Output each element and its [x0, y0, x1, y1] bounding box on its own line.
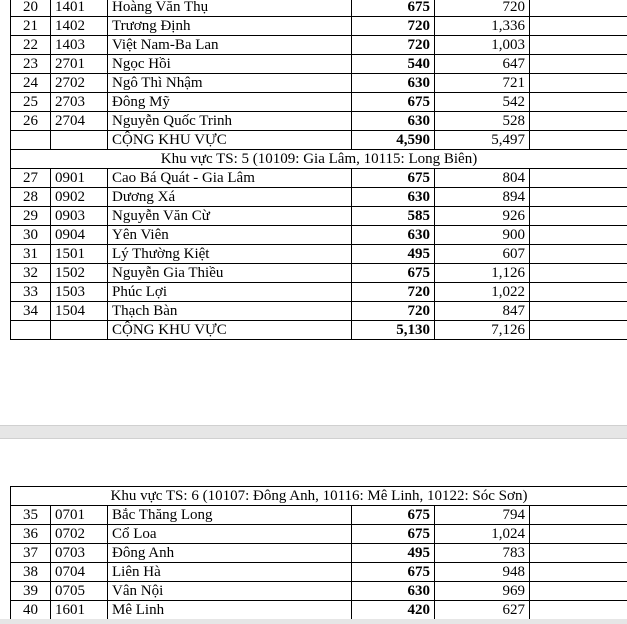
row-number: 22 — [11, 36, 51, 55]
total-registration: 7,126 — [435, 321, 530, 340]
total-quota: 5,130 — [352, 321, 435, 340]
registration-value: 900 — [435, 226, 530, 245]
school-name: Nguyễn Gia Thiều — [108, 264, 352, 283]
school-name: Cao Bá Quát - Gia Lâm — [108, 169, 352, 188]
school-code: 0702 — [51, 525, 108, 544]
empty-cell — [530, 321, 627, 340]
region-header: Khu vực TS: 5 (10109: Gia Lâm, 10115: Long Biên) — [11, 150, 627, 169]
school-code: 1601 — [51, 601, 108, 620]
registration-value: 607 — [435, 245, 530, 264]
quota-value: 720 — [352, 302, 435, 321]
quota-value: 675 — [352, 0, 435, 17]
empty-cell — [530, 131, 627, 150]
region-header: Khu vực TS: 6 (10107: Đông Anh, 10116: Mê Linh, 10122: Sóc Sơn) — [11, 487, 627, 506]
quota-value: 585 — [352, 207, 435, 226]
school-code: 2704 — [51, 112, 108, 131]
school-code: 1504 — [51, 302, 108, 321]
table-row — [11, 55, 627, 74]
empty-cell — [51, 321, 108, 340]
page-break-bottom — [0, 619, 627, 624]
registration-value: 1,126 — [435, 264, 530, 283]
row-number: 38 — [11, 563, 51, 582]
school-code: 0701 — [51, 506, 108, 525]
empty-cell — [530, 506, 627, 525]
table-row — [11, 582, 627, 601]
quota-value: 540 — [352, 55, 435, 74]
empty-cell — [530, 302, 627, 321]
empty-cell — [530, 601, 627, 620]
page-break — [0, 425, 627, 439]
row-number: 25 — [11, 93, 51, 112]
registration-value: 847 — [435, 302, 530, 321]
school-name: Việt Nam-Ba Lan — [108, 36, 352, 55]
school-name: Ngọc Hồi — [108, 55, 352, 74]
registration-value: 720 — [435, 0, 530, 17]
quota-value: 630 — [352, 74, 435, 93]
row-number: 36 — [11, 525, 51, 544]
school-name: Đông Anh — [108, 544, 352, 563]
school-name: Vân Nội — [108, 582, 352, 601]
quota-value: 720 — [352, 283, 435, 302]
empty-cell — [530, 74, 627, 93]
quota-value: 630 — [352, 226, 435, 245]
row-number: 26 — [11, 112, 51, 131]
total-quota: 4,590 — [352, 131, 435, 150]
school-code: 0703 — [51, 544, 108, 563]
empty-cell — [530, 245, 627, 264]
table-row — [11, 544, 627, 563]
empty-cell — [530, 36, 627, 55]
school-code: 1403 — [51, 36, 108, 55]
school-table-page1 — [10, 0, 627, 340]
school-name: Phúc Lợi — [108, 283, 352, 302]
registration-value: 783 — [435, 544, 530, 563]
empty-cell — [530, 112, 627, 131]
table-row — [11, 74, 627, 93]
empty-cell — [11, 321, 51, 340]
row-number: 30 — [11, 226, 51, 245]
total-row — [11, 131, 627, 150]
empty-cell — [530, 544, 627, 563]
table-row — [11, 112, 627, 131]
row-number: 40 — [11, 601, 51, 620]
empty-cell — [11, 131, 51, 150]
row-number: 34 — [11, 302, 51, 321]
empty-cell — [530, 283, 627, 302]
empty-cell — [530, 563, 627, 582]
row-number: 33 — [11, 283, 51, 302]
total-row — [11, 321, 627, 340]
empty-cell — [530, 17, 627, 36]
school-name: Cổ Loa — [108, 525, 352, 544]
row-number: 20 — [11, 0, 51, 17]
quota-value: 495 — [352, 544, 435, 563]
school-name: Nguyễn Quốc Trinh — [108, 112, 352, 131]
table-row — [11, 245, 627, 264]
school-name: Thạch Bàn — [108, 302, 352, 321]
table-row — [11, 563, 627, 582]
row-number: 28 — [11, 188, 51, 207]
empty-cell — [51, 131, 108, 150]
region-header-row — [11, 150, 627, 169]
quota-value: 720 — [352, 36, 435, 55]
quota-value: 630 — [352, 188, 435, 207]
school-name: Bắc Thăng Long — [108, 506, 352, 525]
school-code: 1503 — [51, 283, 108, 302]
quota-value: 675 — [352, 93, 435, 112]
registration-value: 1,022 — [435, 283, 530, 302]
quota-value: 675 — [352, 506, 435, 525]
table-row — [11, 169, 627, 188]
table-row — [11, 506, 627, 525]
empty-cell — [530, 207, 627, 226]
table-row — [11, 525, 627, 544]
registration-value: 804 — [435, 169, 530, 188]
school-code: 1501 — [51, 245, 108, 264]
total-label: CỘNG KHU VỰC — [108, 131, 352, 150]
quota-value: 630 — [352, 582, 435, 601]
row-number: 39 — [11, 582, 51, 601]
registration-value: 948 — [435, 563, 530, 582]
school-code: 0901 — [51, 169, 108, 188]
school-table-page2 — [10, 486, 627, 620]
table-row — [11, 207, 627, 226]
registration-value: 542 — [435, 93, 530, 112]
school-name: Nguyễn Văn Cừ — [108, 207, 352, 226]
empty-cell — [530, 582, 627, 601]
school-code: 1402 — [51, 17, 108, 36]
registration-value: 1,003 — [435, 36, 530, 55]
school-name: Mê Linh — [108, 601, 352, 620]
row-number: 21 — [11, 17, 51, 36]
empty-cell — [530, 525, 627, 544]
registration-value: 627 — [435, 601, 530, 620]
registration-value: 794 — [435, 506, 530, 525]
row-number: 27 — [11, 169, 51, 188]
quota-value: 495 — [352, 245, 435, 264]
registration-value: 528 — [435, 112, 530, 131]
empty-cell — [530, 226, 627, 245]
school-name: Lý Thường Kiệt — [108, 245, 352, 264]
empty-cell — [530, 0, 627, 17]
table-row — [11, 226, 627, 245]
quota-value: 675 — [352, 525, 435, 544]
total-registration: 5,497 — [435, 131, 530, 150]
table-row — [11, 0, 627, 17]
table-row — [11, 17, 627, 36]
row-number: 24 — [11, 74, 51, 93]
table-row — [11, 302, 627, 321]
school-name: Ngô Thì Nhậm — [108, 74, 352, 93]
quota-value: 420 — [352, 601, 435, 620]
school-name: Liên Hà — [108, 563, 352, 582]
school-code: 0904 — [51, 226, 108, 245]
empty-cell — [530, 264, 627, 283]
empty-cell — [530, 55, 627, 74]
school-name: Trương Định — [108, 17, 352, 36]
row-number: 35 — [11, 506, 51, 525]
row-number: 32 — [11, 264, 51, 283]
table-row — [11, 93, 627, 112]
quota-value: 675 — [352, 264, 435, 283]
quota-value: 675 — [352, 169, 435, 188]
registration-value: 647 — [435, 55, 530, 74]
quota-value: 720 — [352, 17, 435, 36]
total-label: CỘNG KHU VỰC — [108, 321, 352, 340]
school-name: Đông Mỹ — [108, 93, 352, 112]
row-number: 29 — [11, 207, 51, 226]
registration-value: 926 — [435, 207, 530, 226]
school-code: 2702 — [51, 74, 108, 93]
table-row — [11, 264, 627, 283]
table-row — [11, 283, 627, 302]
school-name: Yên Viên — [108, 226, 352, 245]
registration-value: 1,024 — [435, 525, 530, 544]
empty-cell — [530, 188, 627, 207]
school-code: 0704 — [51, 563, 108, 582]
school-code: 0903 — [51, 207, 108, 226]
school-name: Dương Xá — [108, 188, 352, 207]
school-code: 1502 — [51, 264, 108, 283]
school-code: 1401 — [51, 0, 108, 17]
row-number: 31 — [11, 245, 51, 264]
school-code: 2701 — [51, 55, 108, 74]
row-number: 23 — [11, 55, 51, 74]
quota-value: 630 — [352, 112, 435, 131]
registration-value: 721 — [435, 74, 530, 93]
registration-value: 969 — [435, 582, 530, 601]
empty-cell — [530, 169, 627, 188]
region-header-row — [11, 487, 627, 506]
registration-value: 1,336 — [435, 17, 530, 36]
registration-value: 894 — [435, 188, 530, 207]
school-name: Hoàng Văn Thụ — [108, 0, 352, 17]
empty-cell — [530, 93, 627, 112]
table-row — [11, 601, 627, 620]
school-code: 0705 — [51, 582, 108, 601]
table-row — [11, 36, 627, 55]
quota-value: 675 — [352, 563, 435, 582]
school-code: 0902 — [51, 188, 108, 207]
row-number: 37 — [11, 544, 51, 563]
school-code: 2703 — [51, 93, 108, 112]
table-row — [11, 188, 627, 207]
